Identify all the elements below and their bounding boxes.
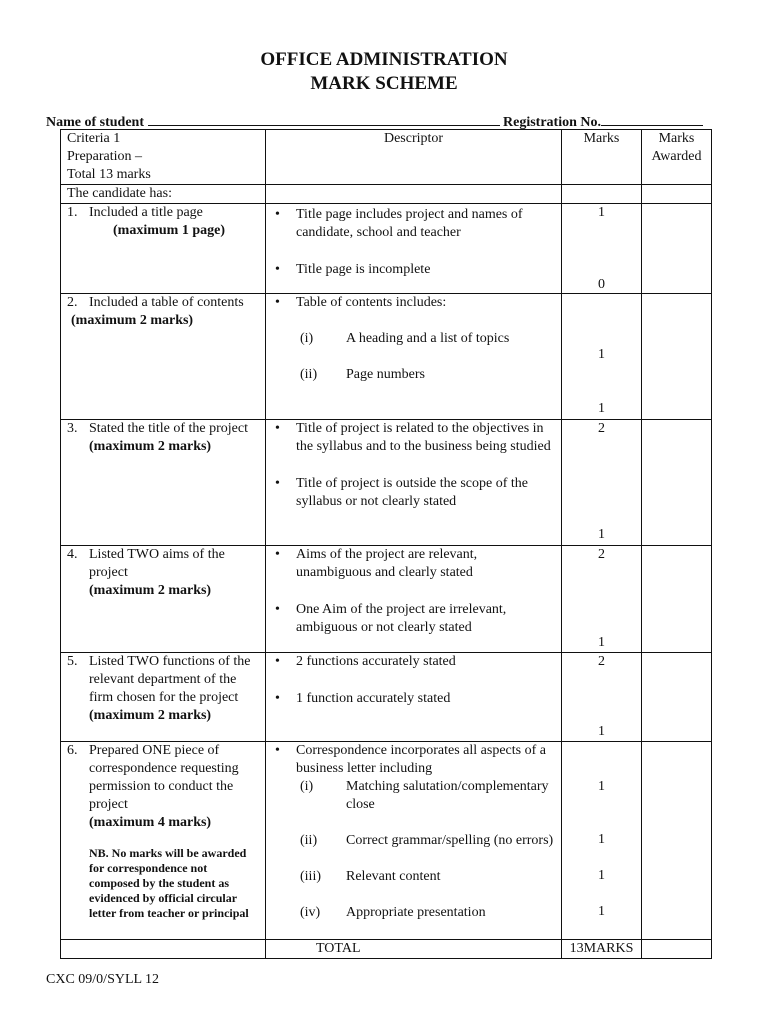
table-row [61,204,712,294]
criteria-maximum: (maximum 4 marks) [89,815,212,830]
criteria-cell [61,742,266,940]
student-name-blank [148,113,500,126]
marks-cell [562,204,642,294]
total-label: TOTAL [266,940,562,959]
criteria-maximum: (maximum 1 page) [113,223,225,238]
criteria-text: Listed TWO aims of the project [89,547,225,580]
descriptor-cell [266,546,562,653]
header-row [61,130,712,185]
document-subtitle: MARK SCHEME [310,73,458,94]
mark-value: 1 [598,904,605,919]
descriptor-cell [266,420,562,546]
mark-value: 1 [598,724,605,739]
descriptor-subitem [272,330,555,348]
criteria-header [61,130,266,185]
subitem-number: (i) [300,331,314,346]
document-title: OFFICE ADMINISTRATION [260,49,508,70]
subitem-text: Appropriate presentation [346,905,486,920]
criteria-maximum: (maximum 2 marks) [71,313,194,328]
document-code: CXC 09/0/SYLL 12 [46,972,160,987]
table-row [61,420,712,546]
mark-value: 2 [598,654,605,669]
subitem-text: Correct grammar/spelling (no errors) [346,833,554,848]
mark-value: 1 [598,401,605,416]
descriptor-bullet: • Table of contents includes: [272,294,555,312]
subitem-number: (i) [300,779,314,794]
marks-cell [562,294,642,420]
descriptor-cell [266,294,562,420]
marks-awarded-header-line1: Marks [658,131,695,146]
total-marks: 13MARKS [562,940,642,959]
descriptor-subitem [272,904,555,922]
marks-awarded-cell [642,294,712,420]
registration-blank [601,113,703,126]
criteria-maximum: (maximum 2 marks) [89,708,212,723]
criteria-number: 2. [67,295,78,310]
descriptor-subitem [272,832,555,850]
descriptor-cell [266,204,562,294]
mark-value: 2 [598,421,605,436]
marks-awarded-cell [642,653,712,742]
mark-value: 1 [598,527,605,542]
candidate-has-row [61,185,712,204]
criteria-text: Included a table of contents [89,295,244,310]
student-name-label: Name of student [46,115,144,130]
total-awarded-cell [642,940,712,959]
criteria-header-line3: Total 13 marks [67,167,151,182]
criteria-cell [61,420,266,546]
descriptor-subitem [272,778,555,814]
marks-awarded-cell [642,204,712,294]
marks-cell [562,546,642,653]
descriptor-bullet: • Title page includes project and names of candidate, school and teacher [272,206,555,242]
marks-awarded-cell [642,742,712,940]
marks-header: Marks [562,130,642,185]
criteria-text: Listed TWO functions of the relevant department of the firm chosen for the project [89,654,251,705]
criteria-text: Included a title page [89,205,203,220]
mark-value: 2 [598,547,605,562]
subitem-number: (iii) [300,869,321,884]
subitem-number: (ii) [300,367,318,382]
descriptor-cell [266,653,562,742]
registration-label: Registration No. [503,115,601,130]
criteria-note: NB. No marks will be awarded for correspondence not composed by the student as evidenced by official circular letter from teacher or principal [89,846,249,920]
descriptor-bullet: • One Aim of the project are irrelevant, ambiguous or not clearly stated [272,601,555,637]
subitem-text: A heading and a list of topics [346,331,510,346]
table-row [61,653,712,742]
mark-value: 1 [598,635,605,650]
descriptor-bullet: • Title page is incomplete [272,261,555,279]
criteria-number: 1. [67,205,78,220]
criteria-number: 5. [67,654,78,669]
marks-awarded-header-line2: Awarded [651,149,702,164]
descriptor-subitem [272,366,555,384]
marks-cell [562,420,642,546]
mark-value: 0 [598,277,605,292]
criteria-number: 6. [67,743,78,758]
descriptor-header: Descriptor [266,130,562,185]
marks-awarded-cell [642,420,712,546]
criteria-text: Stated the title of the project [89,421,249,436]
criteria-cell [61,546,266,653]
mark-value: 1 [598,832,605,847]
marks-awarded-cell [642,546,712,653]
table-row [61,294,712,420]
criteria-text: Prepared ONE piece of correspondence requesting permission to conduct the project [89,743,239,812]
descriptor-bullet: • Correspondence incorporates all aspects of a business letter including [272,742,555,778]
mark-value: 1 [598,779,605,794]
criteria-number: 4. [67,547,78,562]
criteria-header-line2: Preparation – [67,149,143,164]
descriptor-bullet: • 1 function accurately stated [272,690,555,708]
criteria-cell [61,294,266,420]
criteria-maximum: (maximum 2 marks) [89,439,212,454]
criteria-header-line1: Criteria 1 [67,131,121,146]
marks-cell [562,742,642,940]
subitem-text: Relevant content [346,869,441,884]
criteria-cell [61,204,266,294]
marks-awarded-header [642,130,712,185]
candidate-has-label: The candidate has: [61,185,266,204]
subitem-number: (ii) [300,833,318,848]
mark-value: 1 [598,205,605,220]
table-row [61,742,712,940]
subitem-number: (iv) [300,905,321,920]
mark-value: 1 [598,347,605,362]
mark-value: 1 [598,868,605,883]
marks-cell [562,653,642,742]
descriptor-subitem [272,868,555,886]
descriptor-bullet: • Title of project is related to the objectives in the syllabus and to the business being studied [272,420,555,456]
total-row [61,940,712,959]
subitem-text: Matching salutation/complementary close [346,779,549,812]
descriptor-bullet: • Title of project is outside the scope of the syllabus or not clearly stated [272,475,555,511]
criteria-cell [61,653,266,742]
table-row [61,546,712,653]
mark-scheme-table [60,129,712,959]
criteria-number: 3. [67,421,78,436]
descriptor-bullet: • Aims of the project are relevant, unambiguous and clearly stated [272,546,555,582]
criteria-maximum: (maximum 2 marks) [89,583,212,598]
descriptor-cell [266,742,562,940]
subitem-text: Page numbers [346,367,425,382]
descriptor-bullet: • 2 functions accurately stated [272,653,555,671]
